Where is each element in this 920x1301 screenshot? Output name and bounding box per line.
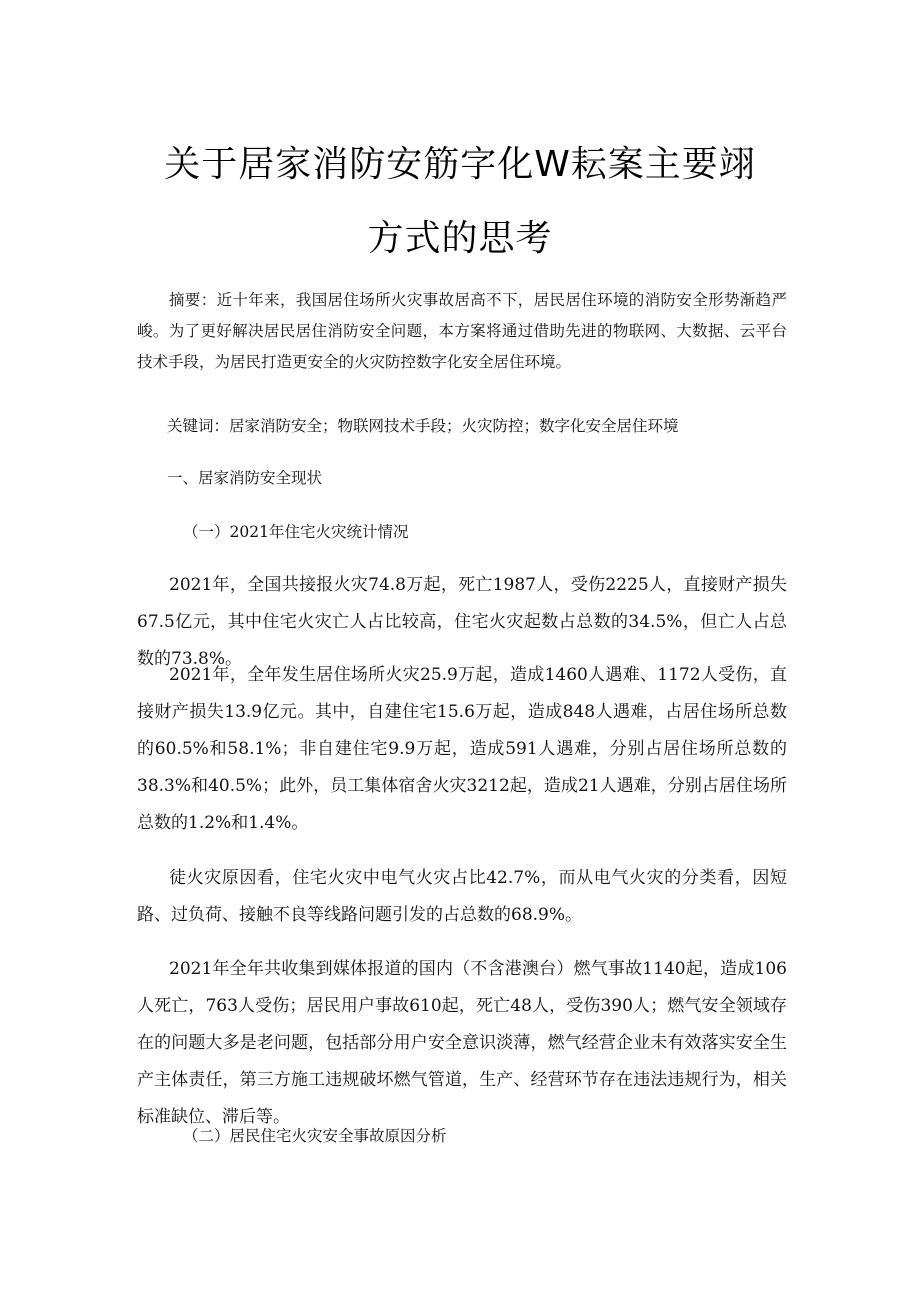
title-line-1: 关于居家消防安筋字化W耘案主要翊 [164,144,756,185]
subsection-heading-1: （一）2021年住宅火灾统计情况 [183,523,409,541]
paragraph-4: 2021年全年共收集到媒体报道的国内（不含港澳台）燃气事故1140起，造成106人死亡，763人受伤；居民用户事故610起，死亡48人，受伤390人；燃气安全领域存在的问题大多是老问题，包括部分用户安全意识淡薄，燃气经营企业未有效落实安全生产主体责任，第三方施工违规破坏燃气管道，生产、经营环节存在违法违规行为，相关标准缺位、滞后等。 [137,959,787,1127]
section-heading-1: 一、居家消防安全现状 [167,469,323,487]
paragraph-3: 徒火灾原因看，住宅火灾中电气火灾占比42.7%，而从电气火灾的分类看，因短路、过负荷、接触不良等线路问题引发的占总数的68.9%。 [137,868,787,925]
keywords-line: 关键词：居家消防安全；物联网技术手段；火灾防控；数字化安全居住环境 [167,417,679,435]
title-line-2: 方式的思考 [367,218,553,259]
paragraph-1: 2021年，全国共接报火灾74.8万起，死亡1987人，受伤2225人，直接财产损失67.5亿元，其中住宅火灾亡人占比较高，住宅火灾起数占总数的34.5%，但亡人占总数的73.8%。 [137,575,787,669]
paragraph-2: 2021年，全年发生居住场所火灾25.9万起，造成1460人遇难、1172人受伤，直接财产损失13.9亿元。其中，自建住宅15.6万起，造成848人遇难，占居住场所总数的60.5%和58.1%；非自建住宅9.9万起，造成591人遇难，分别占居住场所总数的38.3%和40.5%；此外，员工集体宿舍火灾3212起，造成21人遇难，分别占居住场所总数的1.2%和1.4%。 [137,665,787,833]
abstract-paragraph: 摘要：近十年来，我国居住场所火灾事故居高不下，居民居住环境的消防安全形势渐趋严峻。为了更好解决居民居住消防安全问题，本方案将通过借助先进的物联网、大数据、云平台技术手段，为居民打造更安全的火灾防控数字化安全居住环境。 [137,291,787,371]
subsection-heading-2: （二）居民住宅火灾安全事故原因分析 [183,1127,447,1145]
